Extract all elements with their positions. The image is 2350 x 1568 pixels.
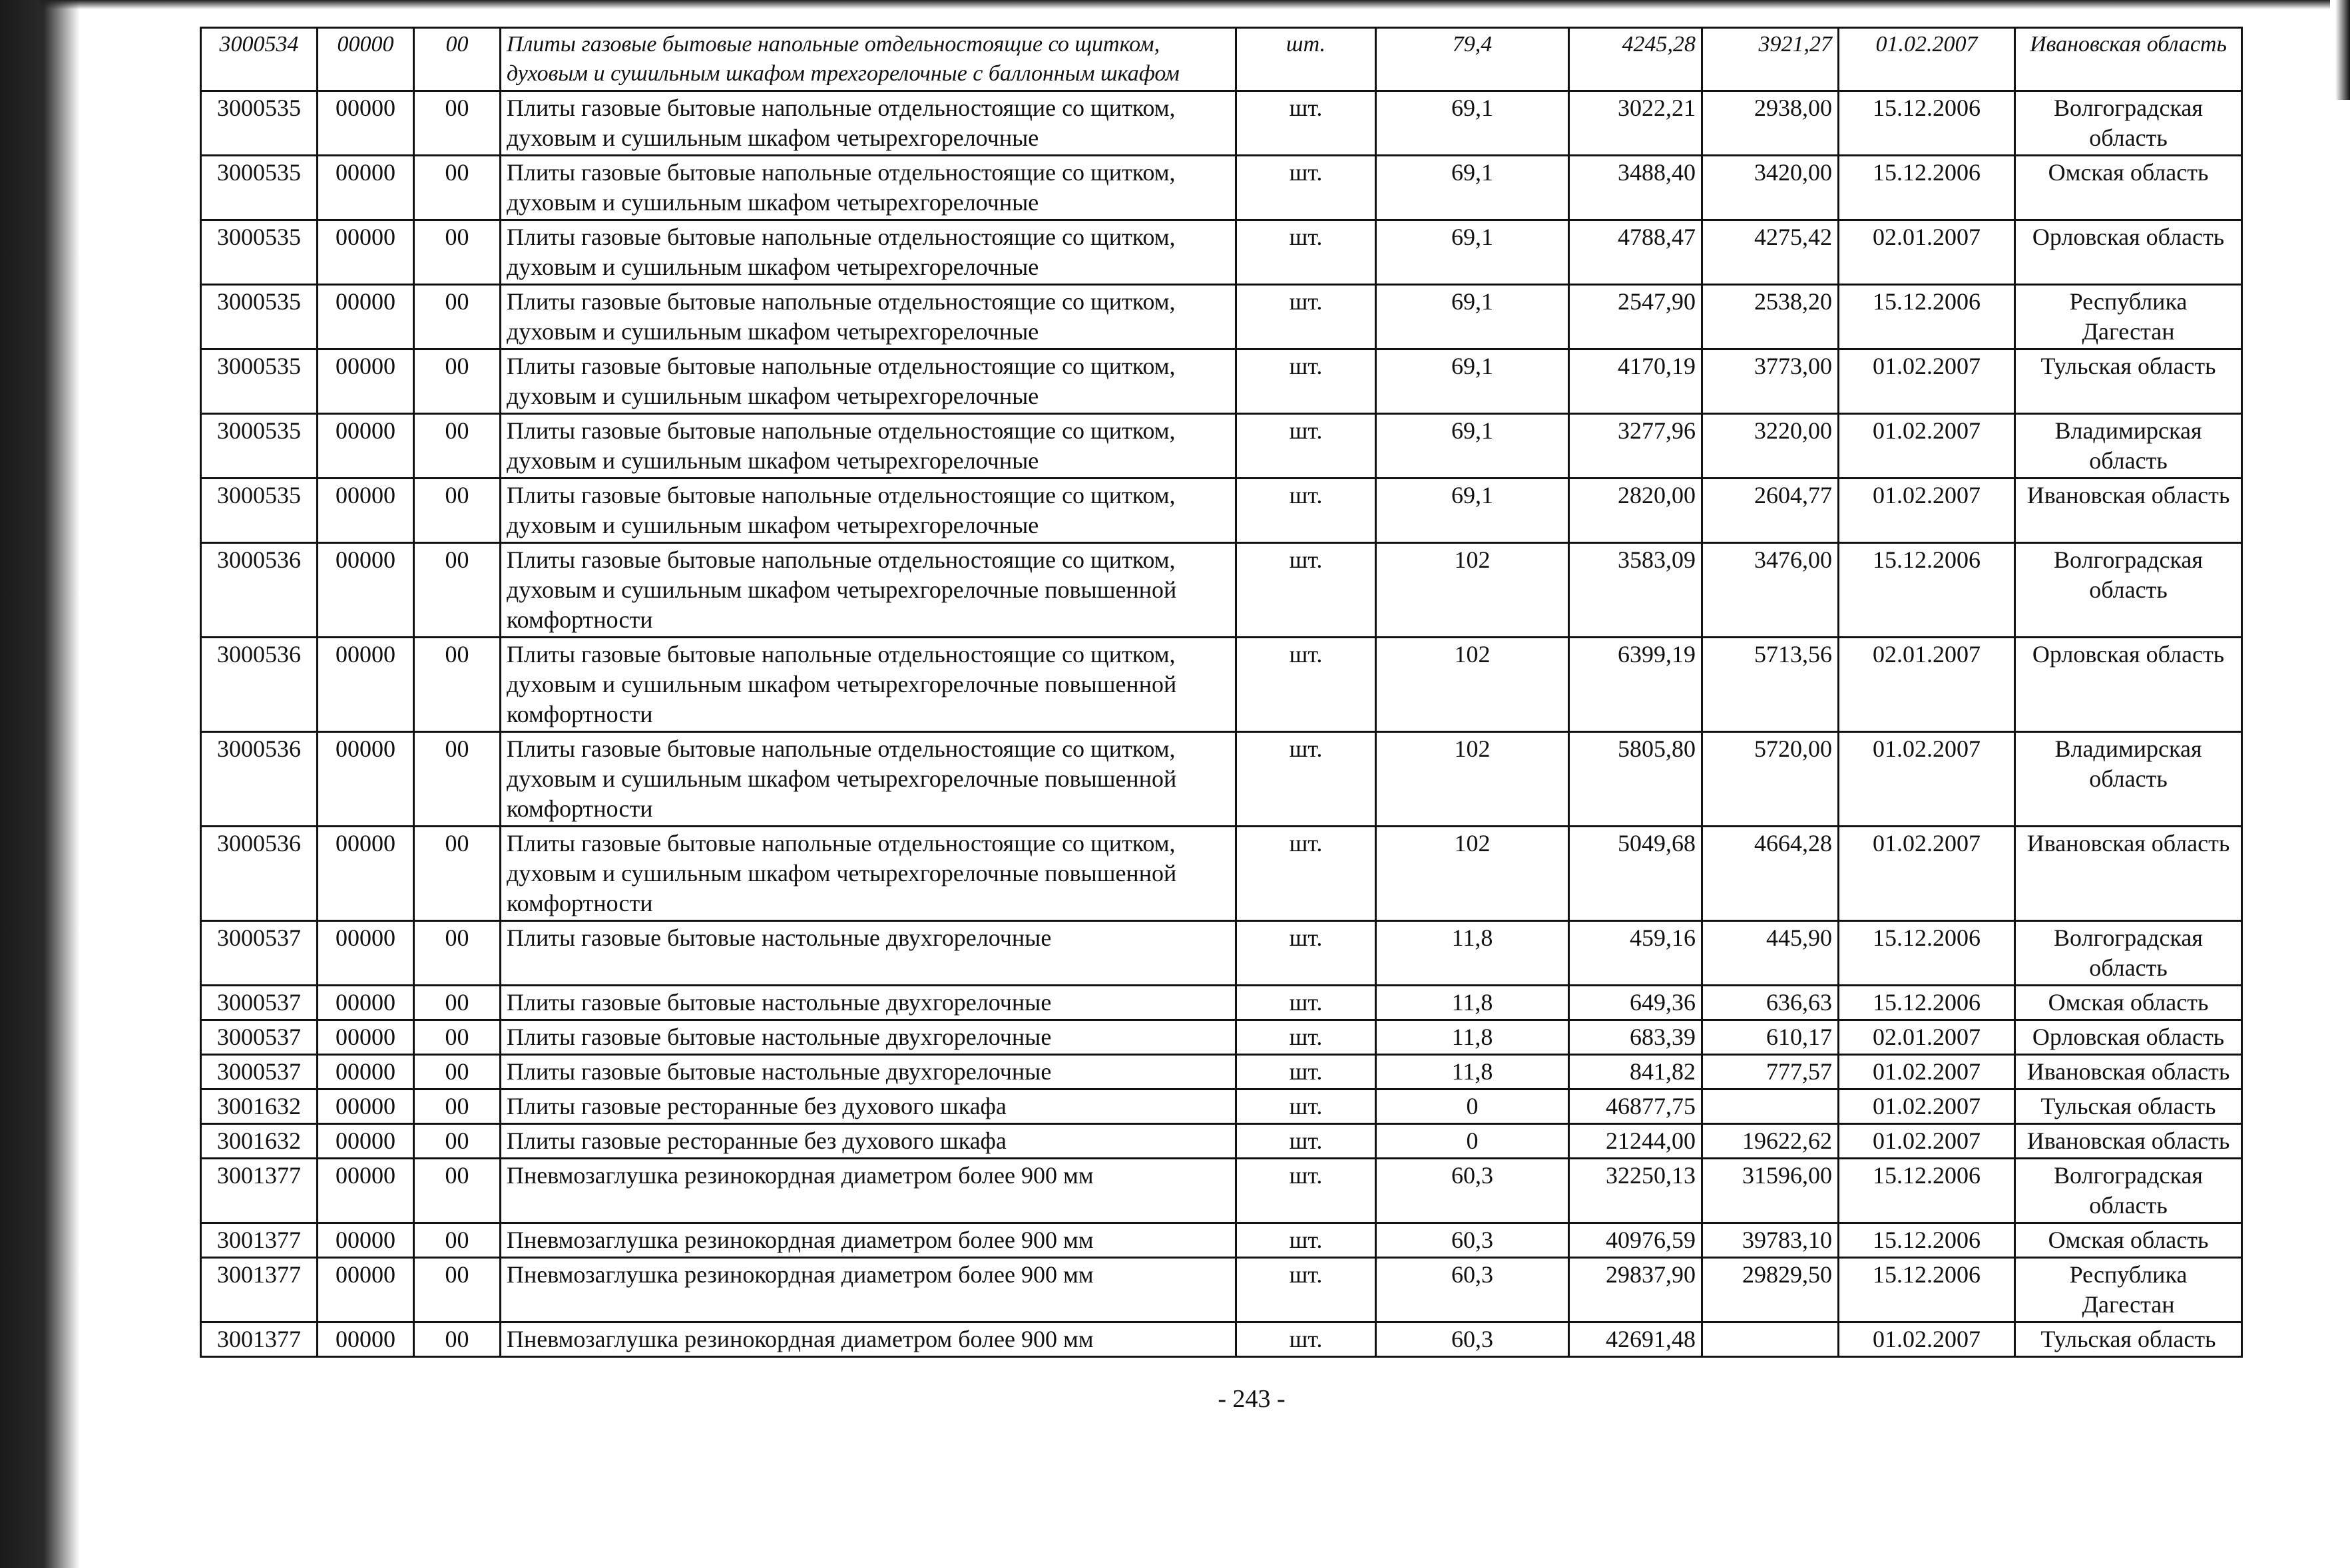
class-code-cell: 00 (414, 1159, 501, 1223)
table-row (201, 1258, 2242, 1322)
price-max-cell: 40976,59 (1569, 1223, 1702, 1258)
price-min-cell: 610,17 (1702, 1020, 1839, 1055)
class-code-cell: 00 (414, 1258, 501, 1322)
item-code-cell: 3001632 (201, 1089, 318, 1124)
unit-cell: шт. (1236, 285, 1376, 349)
item-code-cell: 3001377 (201, 1322, 318, 1357)
price-max-cell: 459,16 (1569, 921, 1702, 986)
unit-cell: шт. (1236, 479, 1376, 543)
item-code-cell: 3000537 (201, 1055, 318, 1089)
sub-code-cell: 00000 (318, 1258, 414, 1322)
price-min-cell: 5720,00 (1702, 732, 1839, 827)
price-max-cell: 2820,00 (1569, 479, 1702, 543)
table-row (201, 1089, 2242, 1124)
price-max-cell: 2547,90 (1569, 285, 1702, 349)
unit-cell: шт. (1236, 1223, 1376, 1258)
item-code-cell: 3000535 (201, 414, 318, 479)
price-min-cell: 5713,56 (1702, 638, 1839, 732)
weight-cell: 60,3 (1376, 1223, 1569, 1258)
class-code-cell: 00 (414, 827, 501, 921)
price-min-cell: 31596,00 (1702, 1159, 1839, 1223)
price-min-cell: 636,63 (1702, 986, 1839, 1020)
table-row (201, 1020, 2242, 1055)
price-min-cell: 2938,00 (1702, 91, 1839, 156)
class-code-cell: 00 (414, 414, 501, 479)
class-code-cell: 00 (414, 1223, 501, 1258)
table-row (201, 156, 2242, 220)
region-cell: Ивановская область (2015, 1055, 2242, 1089)
item-name-cell: Плиты газовые бытовые напольные отдельностоящие со щитком, духовым и сушильным шкафом четырехгорелочные повышенной комфортности (501, 543, 1236, 638)
unit-cell: шт. (1236, 91, 1376, 156)
class-code-cell: 00 (414, 732, 501, 827)
region-cell: Омская область (2015, 1223, 2242, 1258)
item-name-cell: Плиты газовые бытовые напольные отдельностоящие со щитком, духовым и сушильным шкафом четырехгорелочные (501, 156, 1236, 220)
date-cell: 02.01.2007 (1839, 1020, 2015, 1055)
price-max-cell: 4245,28 (1569, 28, 1702, 91)
item-code-cell: 3000534 (201, 28, 318, 91)
unit-cell: шт. (1236, 156, 1376, 220)
sub-code-cell: 00000 (318, 285, 414, 349)
sub-code-cell: 00000 (318, 220, 414, 285)
unit-cell: шт. (1236, 921, 1376, 986)
date-cell: 01.02.2007 (1839, 732, 2015, 827)
region-cell: Орловская область (2015, 220, 2242, 285)
price-max-cell: 42691,48 (1569, 1322, 1702, 1357)
price-max-cell: 3277,96 (1569, 414, 1702, 479)
price-min-cell: 29829,50 (1702, 1258, 1839, 1322)
weight-cell: 69,1 (1376, 220, 1569, 285)
class-code-cell: 00 (414, 638, 501, 732)
item-name-cell: Пневмозаглушка резинокордная диаметром более 900 мм (501, 1223, 1236, 1258)
region-cell: Владимирская область (2015, 414, 2242, 479)
sub-code-cell: 00000 (318, 543, 414, 638)
unit-cell: шт. (1236, 543, 1376, 638)
price-min-cell: 445,90 (1702, 921, 1839, 986)
date-cell: 15.12.2006 (1839, 543, 2015, 638)
class-code-cell: 00 (414, 921, 501, 986)
item-code-cell: 3000537 (201, 1020, 318, 1055)
sub-code-cell: 00000 (318, 1089, 414, 1124)
item-name-cell: Плиты газовые бытовые напольные отдельностоящие со щитком, духовым и сушильным шкафом четырехгорелочные (501, 479, 1236, 543)
sub-code-cell: 00000 (318, 349, 414, 414)
price-min-cell: 3420,00 (1702, 156, 1839, 220)
price-min-cell (1702, 1322, 1839, 1357)
price-min-cell: 2538,20 (1702, 285, 1839, 349)
item-name-cell: Плиты газовые бытовые настольные двухгорелочные (501, 1055, 1236, 1089)
region-cell: Ивановская область (2015, 827, 2242, 921)
region-cell: Тульская область (2015, 1089, 2242, 1124)
table-row (201, 827, 2242, 921)
weight-cell: 69,1 (1376, 349, 1569, 414)
table-row (201, 349, 2242, 414)
price-max-cell: 6399,19 (1569, 638, 1702, 732)
price-min-cell: 4664,28 (1702, 827, 1839, 921)
price-max-cell: 683,39 (1569, 1020, 1702, 1055)
class-code-cell: 00 (414, 220, 501, 285)
document-sheet (200, 27, 2241, 1358)
unit-cell: шт. (1236, 1124, 1376, 1159)
price-max-cell: 3583,09 (1569, 543, 1702, 638)
region-cell: Омская область (2015, 986, 2242, 1020)
item-code-cell: 3001377 (201, 1258, 318, 1322)
price-min-cell: 19622,62 (1702, 1124, 1839, 1159)
class-code-cell: 00 (414, 285, 501, 349)
region-cell: Волгоградская область (2015, 921, 2242, 986)
date-cell: 15.12.2006 (1839, 91, 2015, 156)
weight-cell: 102 (1376, 827, 1569, 921)
class-code-cell: 00 (414, 543, 501, 638)
price-max-cell: 5805,80 (1569, 732, 1702, 827)
page-number: - 243 - (1218, 1385, 1286, 1413)
item-code-cell: 3000536 (201, 638, 318, 732)
sub-code-cell: 00000 (318, 1159, 414, 1223)
weight-cell: 102 (1376, 543, 1569, 638)
item-code-cell: 3000536 (201, 732, 318, 827)
item-name-cell: Пневмозаглушка резинокордная диаметром более 900 мм (501, 1159, 1236, 1223)
table-row (201, 986, 2242, 1020)
date-cell: 02.01.2007 (1839, 638, 2015, 732)
price-max-cell: 5049,68 (1569, 827, 1702, 921)
price-max-cell: 649,36 (1569, 986, 1702, 1020)
class-code-cell: 00 (414, 1055, 501, 1089)
sub-code-cell: 00000 (318, 1322, 414, 1357)
item-code-cell: 3000536 (201, 543, 318, 638)
class-code-cell: 00 (414, 986, 501, 1020)
table-row (201, 479, 2242, 543)
weight-cell: 11,8 (1376, 1020, 1569, 1055)
date-cell: 01.02.2007 (1839, 28, 2015, 91)
region-cell: Волгоградская область (2015, 1159, 2242, 1223)
sub-code-cell: 00000 (318, 638, 414, 732)
item-code-cell: 3000535 (201, 479, 318, 543)
unit-cell: шт. (1236, 1258, 1376, 1322)
price-min-cell: 777,57 (1702, 1055, 1839, 1089)
price-min-cell: 3921,27 (1702, 28, 1839, 91)
sub-code-cell: 00000 (318, 921, 414, 986)
item-name-cell: Плиты газовые бытовые напольные отдельностоящие со щитком, духовым и сушильным шкафом четырехгорелочные повышенной комфортности (501, 638, 1236, 732)
date-cell: 01.02.2007 (1839, 1124, 2015, 1159)
item-name-cell: Плиты газовые ресторанные без духового шкафа (501, 1124, 1236, 1159)
date-cell: 01.02.2007 (1839, 349, 2015, 414)
item-name-cell: Плиты газовые бытовые напольные отдельностоящие со щитком, духовым и сушильным шкафом четырехгорелочные (501, 349, 1236, 414)
item-name-cell: Плиты газовые бытовые напольные отдельностоящие со щитком, духовым и сушильным шкафом четырехгорелочные повышенной комфортности (501, 827, 1236, 921)
price-max-cell: 46877,75 (1569, 1089, 1702, 1124)
date-cell: 15.12.2006 (1839, 156, 2015, 220)
scan-shadow-left (0, 0, 80, 1568)
price-min-cell (1702, 1089, 1839, 1124)
date-cell: 15.12.2006 (1839, 921, 2015, 986)
unit-cell: шт. (1236, 1089, 1376, 1124)
date-cell: 01.02.2007 (1839, 1322, 2015, 1357)
table-row (201, 414, 2242, 479)
unit-cell: шт. (1236, 1055, 1376, 1089)
table-row (201, 543, 2242, 638)
region-cell: Республика Дагестан (2015, 1258, 2242, 1322)
table-row (201, 220, 2242, 285)
class-code-cell: 00 (414, 1089, 501, 1124)
price-max-cell: 32250,13 (1569, 1159, 1702, 1223)
table-row (201, 1322, 2242, 1357)
region-cell: Волгоградская область (2015, 91, 2242, 156)
item-name-cell: Плиты газовые бытовые напольные отдельностоящие со щитком, духовым и сушильным шкафом четырехгорелочные (501, 91, 1236, 156)
class-code-cell: 00 (414, 1124, 501, 1159)
class-code-cell: 00 (414, 479, 501, 543)
table-row (201, 638, 2242, 732)
weight-cell: 0 (1376, 1124, 1569, 1159)
table-row (201, 921, 2242, 986)
weight-cell: 11,8 (1376, 986, 1569, 1020)
item-name-cell: Плиты газовые бытовые напольные отдельностоящие со щитком, духовым и сушильным шкафом трехгорелочные с баллонным шкафом (501, 28, 1236, 91)
weight-cell: 69,1 (1376, 285, 1569, 349)
sub-code-cell: 00000 (318, 479, 414, 543)
sub-code-cell: 00000 (318, 732, 414, 827)
item-code-cell: 3000535 (201, 285, 318, 349)
class-code-cell: 00 (414, 1020, 501, 1055)
date-cell: 15.12.2006 (1839, 1223, 2015, 1258)
class-code-cell: 00 (414, 1322, 501, 1357)
item-code-cell: 3000537 (201, 986, 318, 1020)
unit-cell: шт. (1236, 827, 1376, 921)
region-cell: Орловская область (2015, 638, 2242, 732)
weight-cell: 60,3 (1376, 1258, 1569, 1322)
sub-code-cell: 00000 (318, 827, 414, 921)
price-max-cell: 3022,21 (1569, 91, 1702, 156)
price-max-cell: 4170,19 (1569, 349, 1702, 414)
region-cell: Тульская область (2015, 1322, 2242, 1357)
item-name-cell: Пневмозаглушка резинокордная диаметром более 900 мм (501, 1322, 1236, 1357)
unit-cell: шт. (1236, 1020, 1376, 1055)
region-cell: Владимирская область (2015, 732, 2242, 827)
date-cell: 01.02.2007 (1839, 827, 2015, 921)
sub-code-cell: 00000 (318, 156, 414, 220)
table-body (201, 28, 2242, 1357)
price-min-cell: 2604,77 (1702, 479, 1839, 543)
price-max-cell: 841,82 (1569, 1055, 1702, 1089)
sub-code-cell: 00000 (318, 1124, 414, 1159)
date-cell: 01.02.2007 (1839, 1055, 2015, 1089)
date-cell: 02.01.2007 (1839, 220, 2015, 285)
unit-cell: шт. (1236, 986, 1376, 1020)
date-cell: 15.12.2006 (1839, 1159, 2015, 1223)
weight-cell: 69,1 (1376, 91, 1569, 156)
table-row (201, 1055, 2242, 1089)
sub-code-cell: 00000 (318, 28, 414, 91)
table-row (201, 285, 2242, 349)
table-row (201, 91, 2242, 156)
weight-cell: 60,3 (1376, 1322, 1569, 1357)
scan-shadow-top (40, 0, 2330, 9)
region-cell: Республика Дагестан (2015, 285, 2242, 349)
unit-cell: шт. (1236, 349, 1376, 414)
item-code-cell: 3000535 (201, 220, 318, 285)
class-code-cell: 00 (414, 349, 501, 414)
item-name-cell: Пневмозаглушка резинокордная диаметром более 900 мм (501, 1258, 1236, 1322)
item-name-cell: Плиты газовые бытовые напольные отдельностоящие со щитком, духовым и сушильным шкафом четырехгорелочные повышенной комфортности (501, 732, 1236, 827)
item-name-cell: Плиты газовые бытовые настольные двухгорелочные (501, 1020, 1236, 1055)
weight-cell: 79,4 (1376, 28, 1569, 91)
price-min-cell: 4275,42 (1702, 220, 1839, 285)
table-row (201, 1124, 2242, 1159)
price-max-cell: 4788,47 (1569, 220, 1702, 285)
region-cell: Омская область (2015, 156, 2242, 220)
date-cell: 01.02.2007 (1839, 1089, 2015, 1124)
price-max-cell: 29837,90 (1569, 1258, 1702, 1322)
region-cell: Орловская область (2015, 1020, 2242, 1055)
price-max-cell: 3488,40 (1569, 156, 1702, 220)
class-code-cell: 00 (414, 28, 501, 91)
sub-code-cell: 00000 (318, 1223, 414, 1258)
weight-cell: 102 (1376, 638, 1569, 732)
weight-cell: 60,3 (1376, 1159, 1569, 1223)
item-name-cell: Плиты газовые бытовые напольные отдельностоящие со щитком, духовым и сушильным шкафом четырехгорелочные (501, 285, 1236, 349)
item-code-cell: 3001632 (201, 1124, 318, 1159)
region-cell: Ивановская область (2015, 1124, 2242, 1159)
item-code-cell: 3001377 (201, 1223, 318, 1258)
item-code-cell: 3001377 (201, 1159, 318, 1223)
item-code-cell: 3000535 (201, 91, 318, 156)
price-min-cell: 3476,00 (1702, 543, 1839, 638)
date-cell: 15.12.2006 (1839, 986, 2015, 1020)
table-row (201, 1223, 2242, 1258)
region-cell: Ивановская область (2015, 28, 2242, 91)
sub-code-cell: 00000 (318, 986, 414, 1020)
date-cell: 15.12.2006 (1839, 1258, 2015, 1322)
table-row (201, 1159, 2242, 1223)
weight-cell: 0 (1376, 1089, 1569, 1124)
weight-cell: 69,1 (1376, 479, 1569, 543)
price-table (200, 27, 2243, 1358)
unit-cell: шт. (1236, 638, 1376, 732)
region-cell: Ивановская область (2015, 479, 2242, 543)
weight-cell: 11,8 (1376, 1055, 1569, 1089)
sub-code-cell: 00000 (318, 1055, 414, 1089)
price-min-cell: 3773,00 (1702, 349, 1839, 414)
item-code-cell: 3000536 (201, 827, 318, 921)
item-code-cell: 3000535 (201, 349, 318, 414)
date-cell: 01.02.2007 (1839, 414, 2015, 479)
unit-cell: шт. (1236, 1322, 1376, 1357)
class-code-cell: 00 (414, 156, 501, 220)
weight-cell: 11,8 (1376, 921, 1569, 986)
region-cell: Волгоградская область (2015, 543, 2242, 638)
unit-cell: шт. (1236, 220, 1376, 285)
price-min-cell: 3220,00 (1702, 414, 1839, 479)
item-code-cell: 3000537 (201, 921, 318, 986)
item-name-cell: Плиты газовые бытовые настольные двухгорелочные (501, 921, 1236, 986)
scan-shadow-right (2335, 0, 2350, 100)
item-name-cell: Плиты газовые бытовые напольные отдельностоящие со щитком, духовым и сушильным шкафом четырехгорелочные (501, 414, 1236, 479)
date-cell: 15.12.2006 (1839, 285, 2015, 349)
unit-cell: шт. (1236, 1159, 1376, 1223)
sub-code-cell: 00000 (318, 1020, 414, 1055)
unit-cell: шт. (1236, 414, 1376, 479)
sub-code-cell: 00000 (318, 91, 414, 156)
weight-cell: 102 (1376, 732, 1569, 827)
unit-cell: шт. (1236, 28, 1376, 91)
region-cell: Тульская область (2015, 349, 2242, 414)
price-max-cell: 21244,00 (1569, 1124, 1702, 1159)
sub-code-cell: 00000 (318, 414, 414, 479)
weight-cell: 69,1 (1376, 414, 1569, 479)
date-cell: 01.02.2007 (1839, 479, 2015, 543)
table-row (201, 28, 2242, 91)
item-name-cell: Плиты газовые бытовые настольные двухгорелочные (501, 986, 1236, 1020)
item-name-cell: Плиты газовые ресторанные без духового шкафа (501, 1089, 1236, 1124)
item-code-cell: 3000535 (201, 156, 318, 220)
class-code-cell: 00 (414, 91, 501, 156)
table-row (201, 732, 2242, 827)
item-name-cell: Плиты газовые бытовые напольные отдельностоящие со щитком, духовым и сушильным шкафом четырехгорелочные (501, 220, 1236, 285)
unit-cell: шт. (1236, 732, 1376, 827)
price-min-cell: 39783,10 (1702, 1223, 1839, 1258)
weight-cell: 69,1 (1376, 156, 1569, 220)
